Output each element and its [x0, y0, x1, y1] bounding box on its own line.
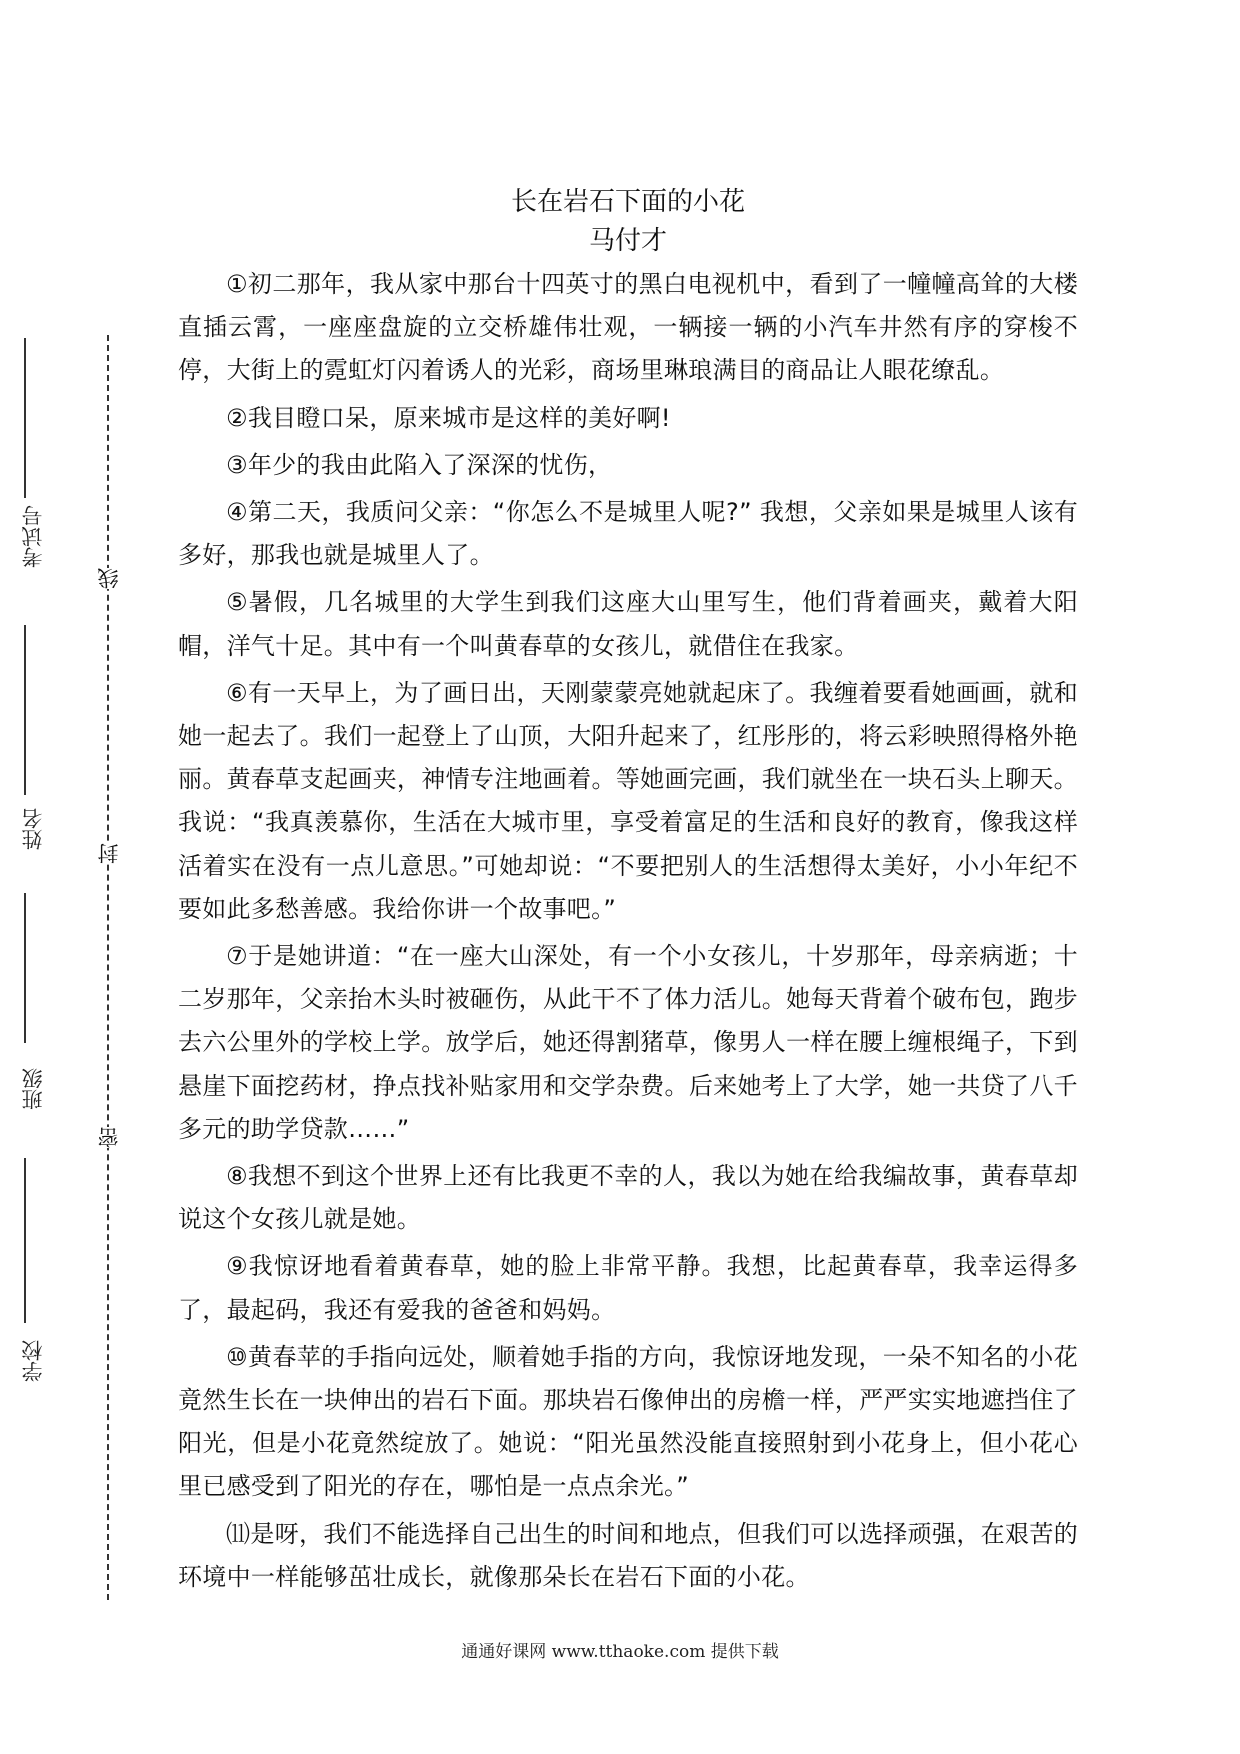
article-author: 马付才 — [588, 226, 667, 256]
cut-line — [107, 335, 109, 1600]
binding-margin — [0, 0, 130, 1754]
paragraph-10: ⑩黄春苹的手指向远处，顺着她手指的方向，我惊讶地发现，一朵不知名的小花竟然生长在一块伸出的岩石下面。那块岩石像伸出的房檐一样，严严实实地遮挡住了阳光，但是小花竟然绽放了。她说：“阳光虽然没能直接照射到小花身上，但小花心里已感受到了阳光的存在，哪怕是一点点余光。” — [178, 1342, 1078, 1501]
blank-line-class — [24, 893, 26, 1043]
footer-credit: 通通好课网 www.tthaoke.com 提供下载 — [461, 1642, 779, 1662]
article-title: 长在岩石下面的小花 — [510, 187, 745, 217]
paragraph-8: ⑧我想不到这个世界上还有比我更不幸的人，我以为她在给我编故事，黄春草却说这个女孩儿就是她。 — [178, 1162, 1078, 1234]
paragraph-1: ①初二那年，我从家中那台十四英寸的黑白电视机中，看到了一幢幢高耸的大楼直插云霄，一座座盘旋的立交桥雄伟壮观，一辆接一辆的小汽车井然有序的穿梭不停，大街上的霓虹灯闪着诱人的光彩，商场里琳琅满目的商品让人眼花缭乱。 — [178, 270, 1078, 385]
paragraph-6: ⑥有一天早上，为了画日出，天刚蒙蒙亮她就起床了。我缠着要看她画画，就和她一起去了。我们一起登上了山顶，大阳升起来了，红彤彤的，将云彩映照得格外艳丽。黄春草支起画夹，神情专注地画着。等她画完画，我们就坐在一块石头上聊天。我说：“我真羡慕你，生活在大城市里，享受着富足的生活和良好的教育，像我这样活着实在没有一点儿意思。”可她却说：“不要把别人的生活想得太美好，小小年纪不要如此多愁善感。我给你讲一个故事吧。” — [178, 678, 1078, 923]
article — [178, 183, 1078, 1603]
blank-line-exam-number — [24, 338, 26, 498]
cut-mark-feng: 封 — [94, 843, 120, 864]
cut-mark-mi: 密 — [94, 1127, 120, 1148]
paragraph-5: ⑤暑假，几名城里的大学生到我们这座大山里写生，他们背着画夹，戴着大阳帽，洋气十足。其中有一个叫黄春草的女孩儿，就借住在我家。 — [178, 588, 1078, 660]
label-class: 班级 — [21, 1068, 45, 1110]
blank-line-school — [24, 1158, 26, 1323]
paragraph-2: ②我目瞪口呆，原来城市是这样的美好啊! — [226, 403, 671, 432]
label-school: 学校 — [21, 1340, 45, 1382]
cut-mark-xian: 线 — [94, 568, 120, 589]
paragraph-4: ④第二天，我质问父亲：“你怎么不是城里人呢?” 我想，父亲如果是城里人该有多好，那我也就是城里人了。 — [178, 498, 1078, 570]
label-name: 姓名 — [21, 808, 45, 850]
paragraph-3: ③年少的我由此陷入了深深的忧伤， — [226, 450, 613, 479]
label-exam-number: 考试号 — [21, 505, 45, 568]
paragraph-11: ⑾是呀，我们不能选择自己出生的时间和地点，但我们可以选择顽强，在艰苦的环境中一样能够茁壮成长，就像那朵长在岩石下面的小花。 — [178, 1519, 1078, 1591]
paragraph-7: ⑦于是她讲道：“在一座大山深处，有一个小女孩儿，十岁那年，母亲病逝；十二岁那年，父亲抬木头时被砸伤，从此干不了体力活儿。她每天背着个破布包，跑步去六公里外的学校上学。放学后，她还得割猪草，像男人一样在腰上缠根绳子，下到悬崖下面挖药材，挣点找补贴家用和交学杂费。后来她考上了大学，她一共贷了八千多元的助学贷款……” — [178, 942, 1078, 1143]
paragraph-9: ⑨我惊讶地看着黄春草，她的脸上非常平静。我想，比起黄春草，我幸运得多了，最起码，我还有爱我的爸爸和妈妈。 — [178, 1252, 1078, 1324]
blank-line-name — [24, 625, 26, 795]
